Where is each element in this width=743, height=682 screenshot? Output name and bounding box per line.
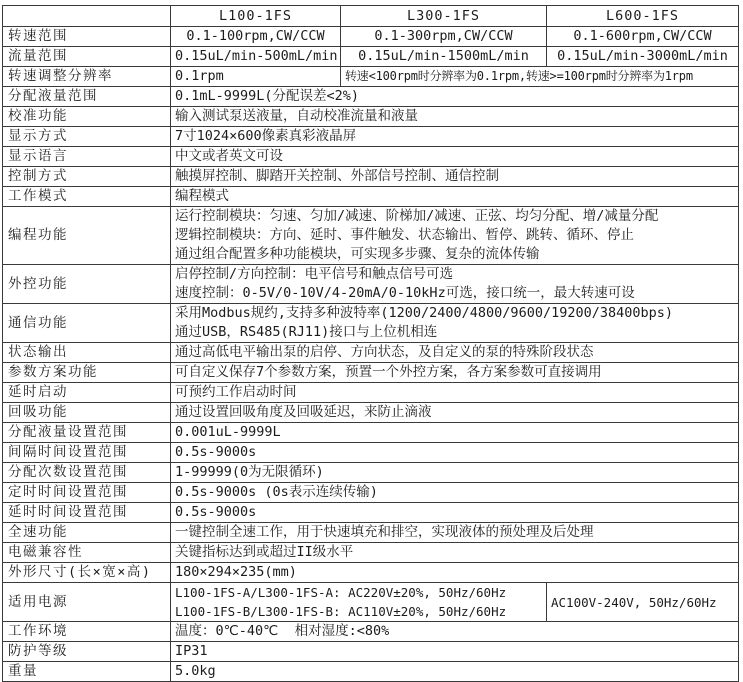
spec-value: 0.15uL/min-500mL/min [171,47,341,67]
row-label: 转速范围 [3,27,171,47]
spec-value: 0.1-300rpm,CW/CCW [341,27,547,47]
row-label: 转速调整分辨率 [3,67,171,87]
table-row [3,563,739,583]
table-row [3,583,739,622]
spec-value-line: 速度控制：0-5V/0-10V/4-20mA/0-10kHz可选，接口统一，最大转速可设 [175,285,635,301]
row-label: 重量 [3,662,171,682]
spec-value: 温度：0℃-40℃ 相对湿度:<80% [171,622,739,642]
row-label: 分配液量设置范围 [3,423,171,443]
table-row [3,265,739,304]
table-row [3,147,739,167]
col-header-l300-1fs: L300-1FS [341,6,547,27]
col-header-l600-1fs: L600-1FS [547,6,739,27]
spec-value: 通过设置回吸角度及回吸延迟，来防止滴液 [171,403,739,423]
col-header-spec [3,6,171,27]
row-label: 外形尺寸(长×宽×高) [3,563,171,583]
spec-value-line: 采用Modbus规约,支持多种波特率(1200/2400/4800/9600/19200/38400bps) [175,305,673,321]
table-row [3,523,739,543]
row-label: 延时时间设置范围 [3,503,171,523]
spec-value [171,583,547,622]
row-label: 回吸功能 [3,403,171,423]
table-row [3,167,739,187]
header-row [3,6,739,27]
table-row [3,47,739,67]
row-label: 状态输出 [3,343,171,363]
spec-value: 一键控制全速工作，用于快速填充和排空，实现液体的预处理及后处理 [171,523,739,543]
spec-value-line: 运行控制模块：匀速、匀加/减速、阶梯加/减速、正弦、均匀分配、增/减量分配 [175,208,659,224]
spec-value-line: L100-1FS-A/L300-1FS-A: AC220V±20%, 50Hz/60Hz [175,585,507,600]
spec-value: 中文或者英文可设 [171,147,739,167]
spec-value-line: 通过USB，RS485(RJ11)接口与上位机相连 [175,324,438,340]
table-row [3,304,739,343]
col-header-l100-1fs: L100-1FS [171,6,341,27]
row-label: 外控功能 [3,265,171,304]
pump-spec-table [2,5,739,682]
row-label: 显示方式 [3,127,171,147]
spec-value: 0.15uL/min-1500mL/min [341,47,547,67]
spec-value: 0.1rpm [171,67,341,87]
table-row [3,642,739,662]
spec-value-line: 逻辑控制模块：方向、延时、事件触发、状态输出、暂停、跳转、循环、停止 [175,227,634,243]
spec-value [171,265,739,304]
table-row [3,383,739,403]
row-label: 分配液量范围 [3,87,171,107]
table-row [3,363,739,383]
row-label: 防护等级 [3,642,171,662]
row-label: 参数方案功能 [3,363,171,383]
spec-value: AC100V-240V, 50Hz/60Hz [547,583,739,622]
spec-value: 0.5s-9000s (0s表示连续传输) [171,483,739,503]
row-label: 工作环境 [3,622,171,642]
row-label: 工作模式 [3,187,171,207]
row-label: 间隔时间设置范围 [3,443,171,463]
table-row [3,503,739,523]
spec-value: 0.5s-9000s [171,443,739,463]
spec-value: 0.1mL-9999L(分配误差<2%) [171,87,739,107]
spec-value: IP31 [171,642,739,662]
row-label: 控制方式 [3,167,171,187]
row-label: 校准功能 [3,107,171,127]
table-row [3,27,739,47]
row-label: 流量范围 [3,47,171,67]
table-row [3,67,739,87]
spec-value: 可自定义保存7个参数方案，预置一个外控方案，各方案参数可直接调用 [171,363,739,383]
table-row [3,87,739,107]
spec-value: 触摸屏控制、脚踏开关控制、外部信号控制、通信控制 [171,167,739,187]
table-row [3,483,739,503]
spec-value: 编程模式 [171,187,739,207]
spec-value [171,304,739,343]
spec-value: 1-99999(0为无限循环) [171,463,739,483]
table-row [3,127,739,147]
spec-value: 通过高低电平输出泵的启停、方向状态，及自定义的泵的特殊阶段状态 [171,343,739,363]
table-row [3,187,739,207]
row-label: 通信功能 [3,304,171,343]
table-row [3,443,739,463]
spec-value-line: L100-1FS-B/L300-1FS-B: AC110V±20%, 50Hz/60Hz [175,604,507,619]
table-row [3,543,739,563]
spec-value [171,207,739,265]
spec-value: 转速<100rpm时分辨率为0.1rpm,转速>=100rpm时分辨率为1rpm [341,67,739,87]
spec-value: 可预约工作启动时间 [171,383,739,403]
spec-value: 输入测试泵送液量，自动校准流量和液量 [171,107,739,127]
table-row [3,207,739,265]
spec-value-line: 启停控制/方向控制：电平信号和触点信号可选 [175,266,454,282]
table-row [3,423,739,443]
spec-value: 0.5s-9000s [171,503,739,523]
spec-value: 0.1-600rpm,CW/CCW [547,27,739,47]
spec-value: 7寸1024×600像素真彩液晶屏 [171,127,739,147]
row-label: 显示语言 [3,147,171,167]
table-row [3,662,739,682]
table-body [3,27,739,682]
spec-value: 0.1-100rpm,CW/CCW [171,27,341,47]
table-row [3,463,739,483]
table-row [3,343,739,363]
spec-value: 0.15uL/min-3000mL/min [547,47,739,67]
row-label: 电磁兼容性 [3,543,171,563]
row-label: 分配次数设置范围 [3,463,171,483]
table-row [3,107,739,127]
spec-value: 0.001uL-9999L [171,423,739,443]
spec-value: 180×294×235(mm) [171,563,739,583]
table-row [3,403,739,423]
spec-value: 关键指标达到或超过II级水平 [171,543,739,563]
row-label: 适用电源 [3,583,171,622]
spec-value: 5.0kg [171,662,739,682]
row-label: 全速功能 [3,523,171,543]
row-label: 定时时间设置范围 [3,483,171,503]
row-label: 延时启动 [3,383,171,403]
table-row [3,622,739,642]
spec-value-line: 通过组合配置多种功能模块，可实现多步骤、复杂的流体传输 [175,246,540,262]
row-label: 编程功能 [3,207,171,265]
